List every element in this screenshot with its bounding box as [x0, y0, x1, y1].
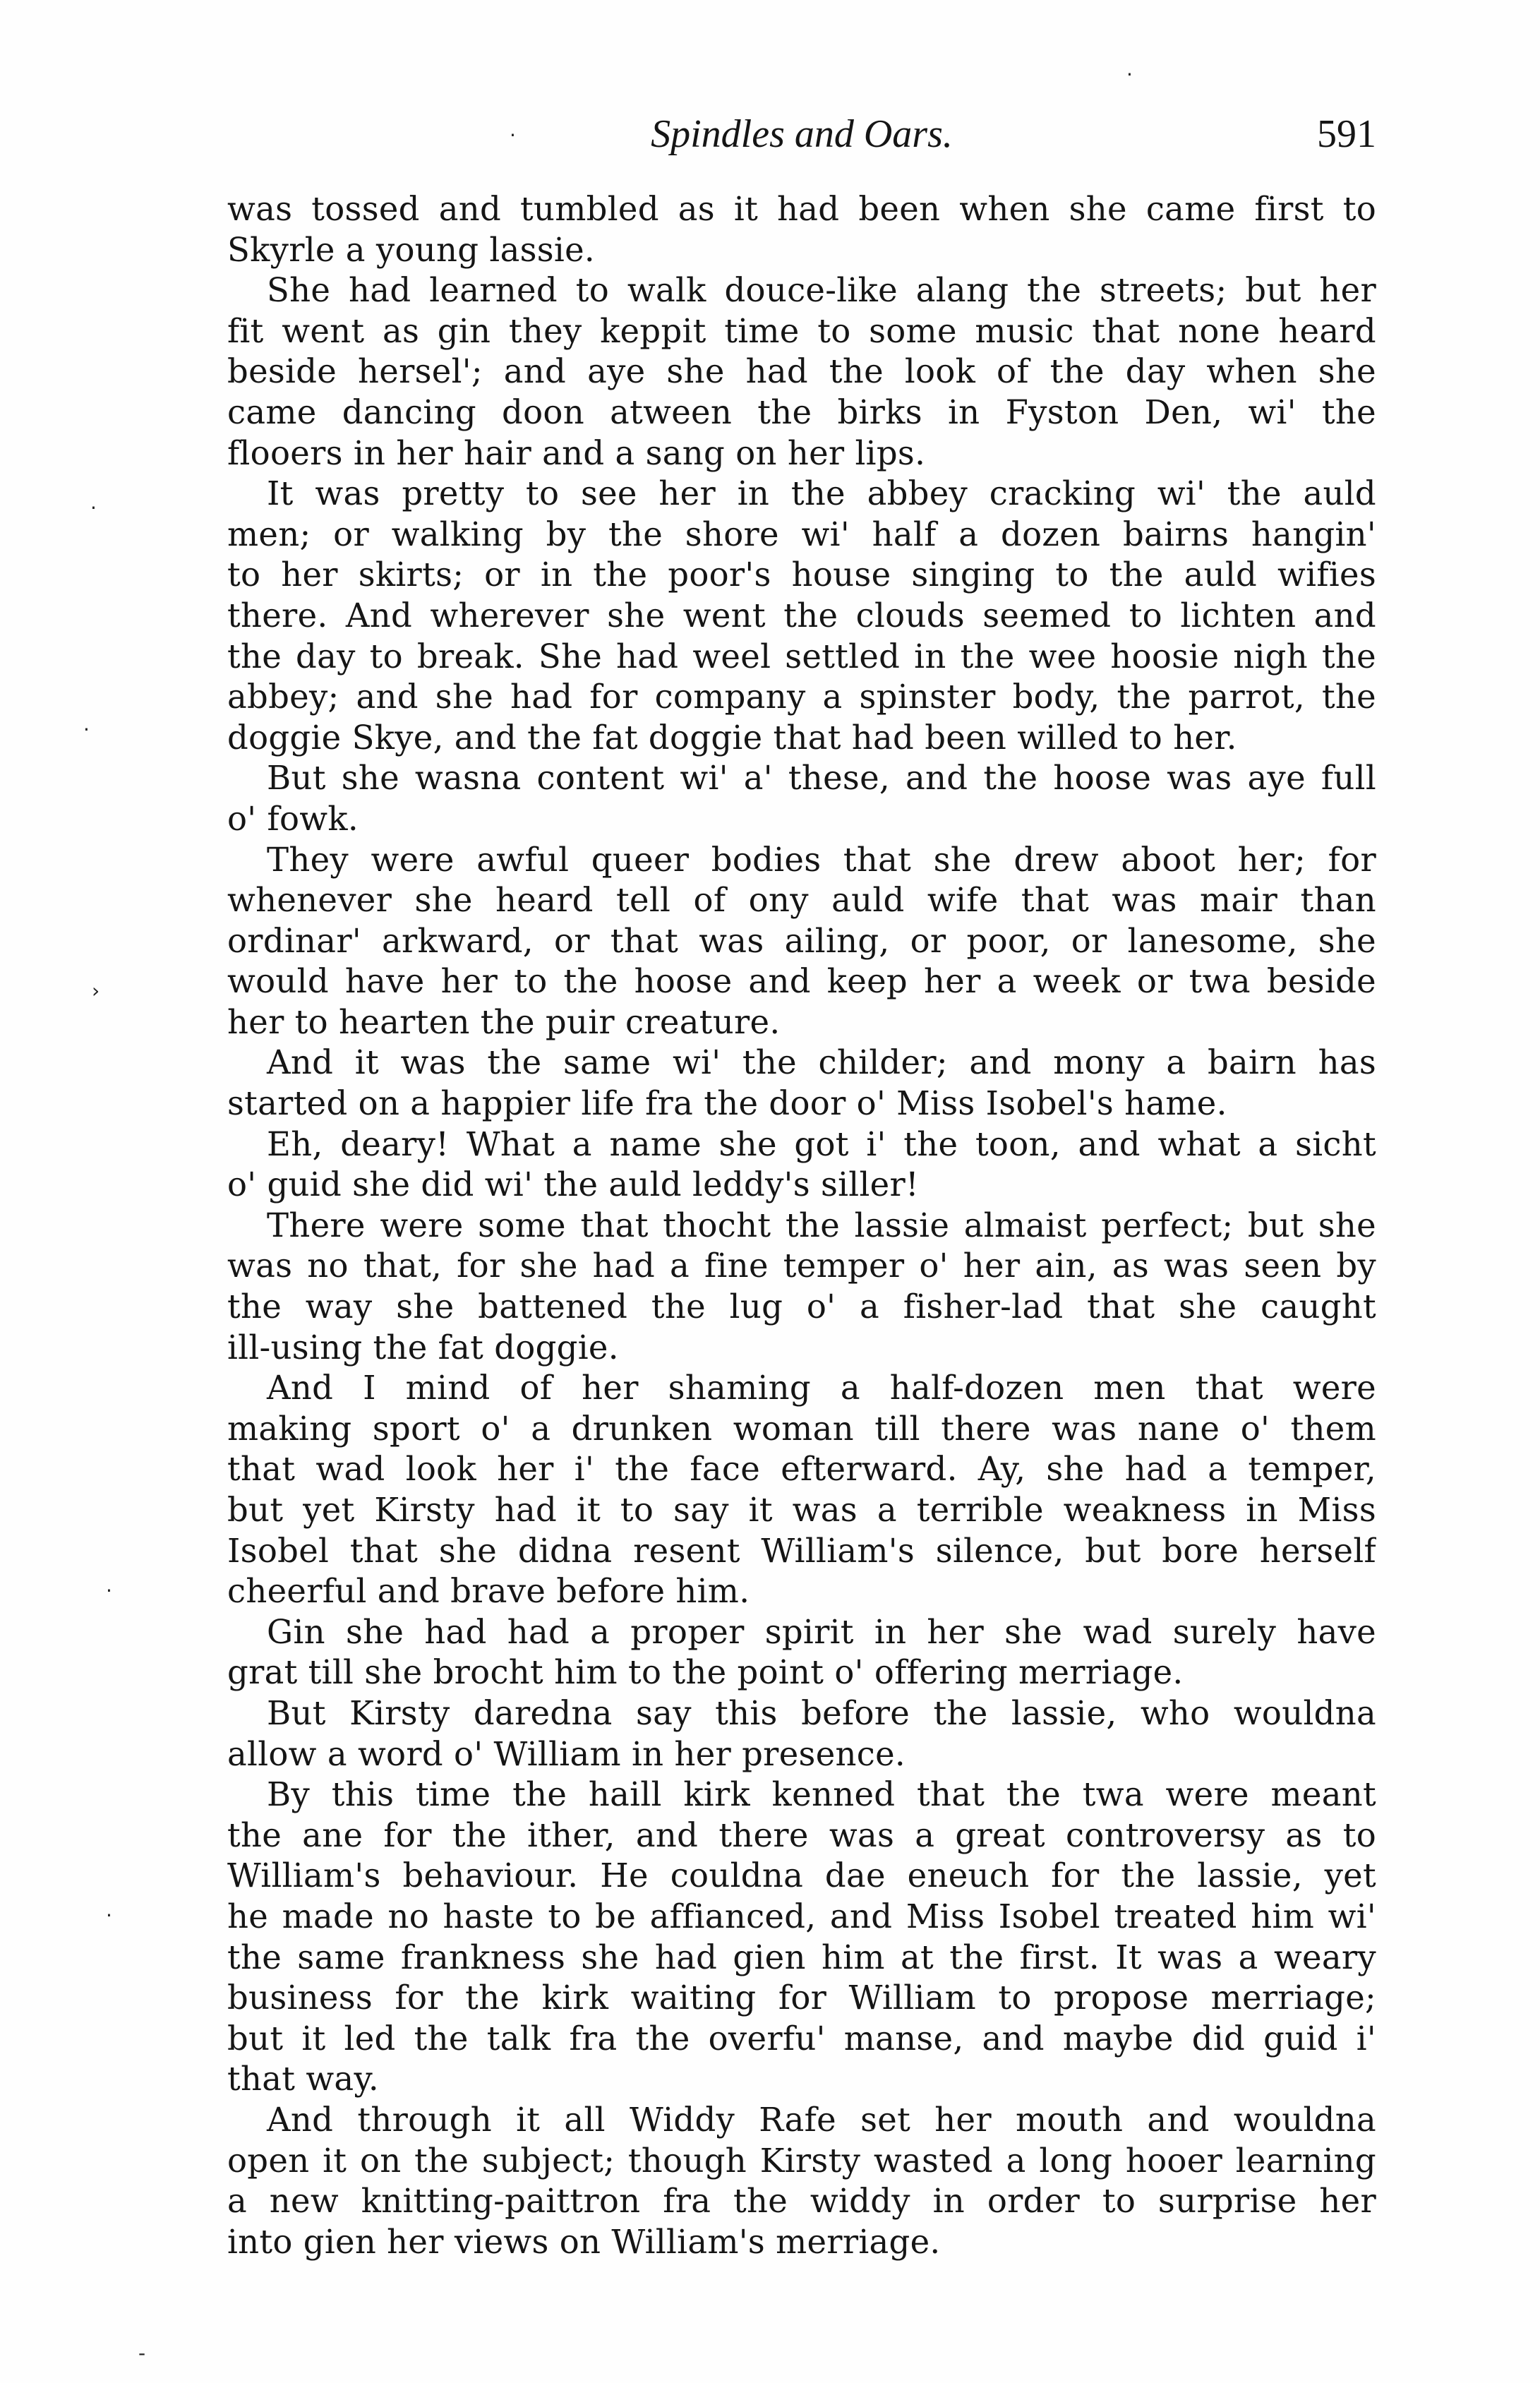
text-line: started on a happier life fra the door o' Miss Isobel's hame.	[227, 1084, 1227, 1123]
text-line: o' guid she did wi' the auld leddy's siller!	[227, 1165, 919, 1204]
text-line: ordinar' arkward, or that was ailing, or poor, or lanesome, she	[227, 921, 1376, 960]
text-line: into gien her views on William's merriage.	[227, 2222, 941, 2261]
margin-speck: ·	[90, 496, 97, 520]
text-line: the ane for the ither, and there was a great controversy as to	[227, 1815, 1376, 1854]
text-line: he made no haste to be affianced, and Miss Isobel treated him wi'	[227, 1897, 1376, 1935]
text-line: open it on the subject; though Kirsty wasted a long hooer learning	[227, 2141, 1376, 2180]
text-line: beside hersel'; and aye she had the look of the day when she	[227, 352, 1376, 391]
text-line: It was pretty to see her in the abbey cracking wi' the auld	[267, 474, 1376, 513]
text-line: but yet Kirsty had it to say it was a terrible weakness in Miss	[227, 1491, 1376, 1529]
text-line: doggie Skye, and the fat doggie that had been willed to her.	[227, 718, 1237, 757]
page-number: 591	[1317, 112, 1376, 156]
text-line: the same frankness she had gien him at the first. It was a weary	[227, 1938, 1376, 1976]
running-title: Spindles and Oars.	[651, 112, 953, 156]
text-line: Gin she had had a proper spirit in her she wad surely have	[267, 1612, 1376, 1651]
text-line: Isobel that she didna resent William's silence, but bore herself	[227, 1531, 1376, 1570]
text-line: allow a word o' William in her presence.	[227, 1734, 906, 1773]
text-line: They were awful queer bodies that she drew aboot her; for	[267, 840, 1376, 879]
running-head	[227, 106, 1376, 162]
margin-speck: ›	[92, 979, 100, 1002]
text-line: And through it all Widdy Rafe set her mouth and wouldna	[267, 2100, 1376, 2139]
body-text	[227, 189, 1376, 2262]
text-line: that way.	[227, 2060, 379, 2099]
text-line: the way she battened the lug o' a fisher-lad that she caught	[227, 1287, 1376, 1326]
text-line: She had learned to walk douce-like alang the streets; but her	[267, 271, 1376, 310]
text-line: ill-using the fat doggie.	[227, 1328, 619, 1367]
text-line: And I mind of her shaming a half-dozen men that were	[267, 1369, 1376, 1407]
text-line: her to hearten the puir creature.	[227, 1002, 781, 1041]
text-line: business for the kirk waiting for William to propose merriage;	[227, 1979, 1376, 2017]
text-line: abbey; and she had for company a spinster body, the parrot, the	[227, 678, 1376, 716]
text-line: And it was the same wi' the childer; and mony a bairn has	[267, 1043, 1376, 1082]
text-line: cheerful and brave before him.	[227, 1572, 750, 1611]
text-line: that wad look her i' the face efterward. Ay, she had a temper,	[227, 1450, 1376, 1489]
text-line: grat till she brocht him to the point o' offering merriage.	[227, 1653, 1184, 1692]
text-line: there. And wherever she went the clouds seemed to lichten and	[227, 596, 1376, 635]
text-line: o' fowk.	[227, 799, 359, 838]
text-line: Eh, deary! What a name she got i' the toon, and what a sicht	[267, 1124, 1376, 1163]
text-line: a new knitting-paittron fra the widdy in order to surprise her	[227, 2182, 1376, 2221]
margin-speck: ·	[510, 124, 516, 147]
margin-speck: ·	[83, 718, 90, 741]
margin-speck: -	[138, 2341, 146, 2365]
text-line: whenever she heard tell of ony auld wife that was mair than	[227, 881, 1376, 920]
text-line: but it led the talk fra the overfu' manse, and maybe did guid i'	[227, 2019, 1376, 2058]
margin-speck: ·	[106, 1904, 112, 1927]
margin-speck: ·	[1126, 63, 1133, 86]
text-line: came dancing doon atween the birks in Fyston Den, wi' the	[227, 392, 1376, 431]
text-line: By this time the haill kirk kenned that the twa were meant	[267, 1775, 1376, 1814]
text-line: There were some that thocht the lassie almaist perfect; but she	[267, 1206, 1376, 1244]
text-line: William's behaviour. He couldna dae eneuch for the lassie, yet	[227, 1856, 1376, 1895]
text-line: was tossed and tumbled as it had been when she came first to	[227, 190, 1376, 228]
text-line: would have her to the hoose and keep her a week or twa beside	[227, 962, 1376, 1001]
text-line: men; or walking by the shore wi' half a dozen bairns hangin'	[227, 515, 1376, 553]
text-line: to her skirts; or in the poor's house singing to the auld wifies	[227, 556, 1376, 594]
text-line: But Kirsty daredna say this before the lassie, who wouldna	[267, 1693, 1376, 1732]
text-line: making sport o' a drunken woman till there was nane o' them	[227, 1409, 1376, 1448]
text-line: But she wasna content wi' a' these, and the hoose was aye full	[267, 759, 1376, 798]
text-line: Skyrle a young lassie.	[227, 230, 596, 269]
text-line: the day to break. She had weel settled in the wee hoosie nigh the	[227, 637, 1376, 676]
text-line: flooers in her hair and a sang on her lips.	[227, 433, 926, 472]
text-line: was no that, for she had a fine temper o' her ain, as was seen by	[227, 1247, 1376, 1285]
margin-speck: ·	[106, 1579, 112, 1602]
text-line: fit went as gin they keppit time to some music that none heard	[227, 311, 1376, 350]
